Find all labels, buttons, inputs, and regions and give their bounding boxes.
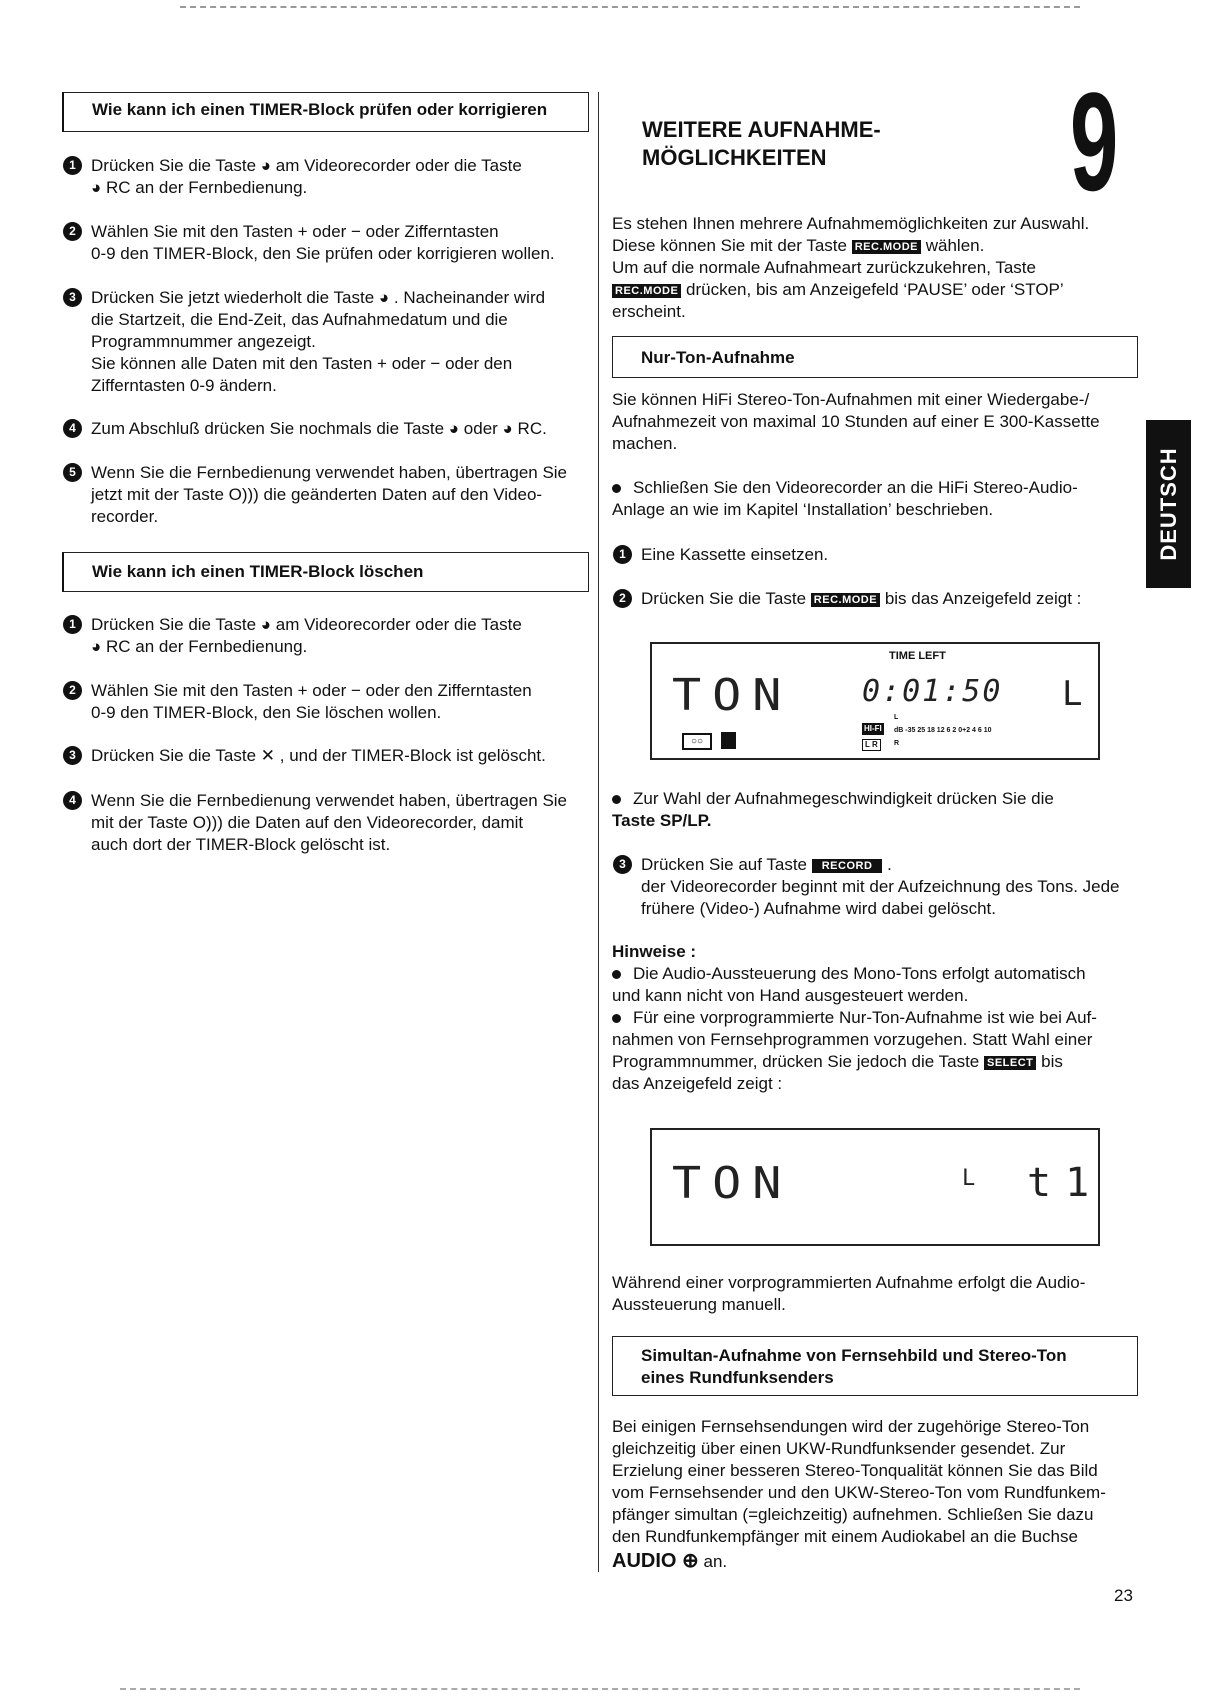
step-line: jetzt mit der Taste O))) die geänderten Daten auf den Video- [91, 485, 543, 504]
cassette-icon: ○○ [682, 733, 712, 750]
bullet-icon [612, 970, 621, 979]
side-tab-label: DEUTSCH [1155, 447, 1181, 561]
step-line: Wenn Sie die Fernbedienung verwendet haben, übertragen Sie [91, 791, 568, 810]
text-line: der Videorecorder beginnt mit der Aufzeichnung des Tons. Jede [641, 877, 1120, 896]
hifi-badge: HI-FI [864, 724, 882, 733]
l-marker: L [894, 714, 899, 721]
step-line: Programmnummer angezeigt. [91, 332, 316, 351]
scan-artifact-top [180, 6, 1080, 11]
step-text [91, 745, 591, 767]
step-number: 1 [63, 615, 82, 634]
text-line: Taste SP/LP. [612, 811, 712, 830]
text-line [612, 788, 1152, 810]
step-number: 3 [63, 288, 82, 307]
bullet-fragment: Für eine vorprogrammierte Nur-Ton-Aufnahme ist wie bei Auf- [633, 1008, 1097, 1027]
hinweise [612, 941, 1152, 1095]
step-fragment: Drücken Sie die Taste [641, 589, 807, 608]
text-line: vom Fernsehsender und den UKW-Stereo-Ton vom Rundfunkem- [612, 1483, 1106, 1502]
step-text [91, 287, 591, 397]
intro-fragment: wählen. [925, 236, 985, 255]
bullet-fragment: Die Audio-Aussteuerung des Mono-Tons erfolgt automatisch [633, 964, 1086, 983]
bullet-icon [612, 795, 621, 804]
step-text [91, 418, 591, 440]
text-fragment: bis [1041, 1052, 1063, 1071]
hinweise-title: Hinweise : [612, 942, 697, 961]
step-line: Drücken Sie jetzt wiederholt die Taste ◕ . Nacheinander wird [91, 288, 546, 307]
step-line: ◕ RC an der Fernbedienung. [91, 178, 308, 197]
text-line: Drücken Sie auf Taste RECORD . [641, 855, 892, 874]
rec-mode-key: REC.MODE [811, 593, 880, 607]
bullet-icon [612, 484, 621, 493]
text-line [612, 477, 1152, 499]
step-line: Drücken Sie die Taste ✕ , und der TIMER-Block ist gelöscht. [91, 746, 546, 765]
step-text [91, 680, 591, 724]
text-line: frühere (Video-) Aufnahme wird dabei gelöscht. [641, 899, 996, 918]
intro-fragment: drücken, bis am Anzeigefeld ‘PAUSE’ oder ‘STOP’ [686, 280, 1064, 299]
step-text [641, 588, 1081, 610]
step-fragment: Drücken Sie auf Taste [641, 855, 807, 874]
r-marker: R [894, 740, 900, 747]
step-text [641, 854, 1151, 920]
title-line: eines Rundfunksenders [641, 1368, 834, 1387]
audio-socket-label: AUDIO ⊕ [612, 1550, 699, 1572]
lcd-mode-text: TON [672, 670, 793, 721]
text-line [612, 1051, 1152, 1073]
text-fragment: Programmnummer, drücken Sie jedoch die Taste [612, 1052, 980, 1071]
step-number: 2 [63, 222, 82, 241]
lcd-channel-text: L [1062, 674, 1093, 714]
record-key: RECORD [812, 859, 883, 873]
text-line: nahmen von Fernsehprogrammen vorzugehen. Statt Wahl einer [612, 1030, 1093, 1049]
step-text [91, 790, 591, 856]
step-line: ◕ RC an der Fernbedienung. [91, 637, 308, 656]
section-title-delete: Wie kann ich einen TIMER-Block löschen [92, 562, 424, 581]
step-line: mit der Taste O))) die Daten auf den Videorecorder, damit [91, 813, 524, 832]
intro-text [612, 213, 1152, 323]
step-number: 3 [613, 855, 632, 874]
select-key: SELECT [984, 1056, 1036, 1070]
text-line: Anlage an wie im Kapitel ‘Installation’ beschrieben. [612, 500, 994, 519]
bullet-fragment: Zur Wahl der Aufnahmegeschwindigkeit drücken Sie die [633, 789, 1054, 808]
intro-line [612, 279, 1152, 301]
chapter-number: 9 [1070, 63, 1119, 220]
intro-line: erscheint. [612, 302, 686, 321]
text-line: den Rundfunkempfänger mit einem Audiokabel an die Buchse [612, 1527, 1078, 1546]
lcd-channel-small: L [962, 1166, 986, 1191]
text-line: das Anzeigefeld zeigt : [612, 1074, 783, 1093]
lcd-mode-text: TON [672, 1158, 793, 1209]
chapter-heading [642, 116, 881, 172]
step-line: 0-9 den TIMER-Block, den Sie prüfen oder korrigieren wollen. [91, 244, 555, 263]
step-text [91, 614, 591, 658]
step-line: Wählen Sie mit den Tasten + oder − oder den Zifferntasten [91, 681, 532, 700]
step-line: recorder. [91, 507, 159, 526]
manual-note [612, 1272, 1152, 1316]
heading-line: MÖGLICHKEITEN [642, 145, 827, 170]
step-line: 0-9 den TIMER-Block, den Sie löschen wollen. [91, 703, 442, 722]
step-text [91, 462, 591, 528]
bullet-icon [612, 1014, 621, 1023]
step-line: Wenn Sie die Fernbedienung verwendet haben, übertragen Sie [91, 463, 568, 482]
text-line [612, 1007, 1152, 1029]
side-tab [1146, 420, 1191, 588]
bullet-fragment: Schließen Sie den Videorecorder an die HiFi Stereo-Audio- [633, 478, 1078, 497]
step-fragment: bis das Anzeigefeld zeigt : [884, 589, 1082, 608]
text-line: Bei einigen Fernsehsendungen wird der zugehörige Stereo-Ton [612, 1417, 1090, 1436]
step-line: auch dort der TIMER-Block gelöscht ist. [91, 835, 391, 854]
simultan-body [612, 1416, 1152, 1573]
step-line: Sie können alle Daten mit den Tasten + oder − oder den [91, 354, 513, 373]
step-line: Zum Abschluß drücken Sie nochmals die Taste ◕ oder ◕ RC. [91, 419, 547, 438]
section-title-nur-ton: Nur-Ton-Aufnahme [641, 348, 795, 367]
text-line: Sie können HiFi Stereo-Ton-Aufnahmen mit einer Wiedergabe-/ [612, 390, 1090, 409]
lcd-timer-block: t1 [1027, 1160, 1104, 1206]
text-line: machen. [612, 434, 678, 453]
time-left-label: TIME LEFT [889, 650, 946, 662]
intro-line: Um auf die normale Aufnahmeart zurückzukehren, Taste [612, 258, 1036, 277]
text-line: und kann nicht von Hand ausgesteuert werden. [612, 986, 969, 1005]
step-number: 1 [613, 545, 632, 564]
step-line: Wählen Sie mit den Tasten + oder − oder Zifferntasten [91, 222, 499, 241]
step-text: Eine Kassette einsetzen. [641, 545, 829, 564]
step-line: die Startzeit, die End-Zeit, das Aufnahmedatum und die [91, 310, 508, 329]
text-line: pfänger simultan (=gleichzeitig) aufnehmen. Schließen Sie dazu [612, 1505, 1094, 1524]
step-number: 2 [613, 589, 632, 608]
text-fragment: an. [703, 1552, 728, 1571]
step-line: Drücken Sie die Taste ◕ am Videorecorder oder die Taste [91, 615, 522, 634]
heading-line: WEITERE AUFNAHME- [642, 117, 881, 142]
column-divider [598, 92, 599, 1572]
level-scale: dB -35 25 18 12 6 2 0+2 4 6 10 [894, 727, 992, 734]
lr-badge: L R [862, 739, 881, 751]
step-text [91, 221, 591, 265]
lcd-display-timer [650, 1128, 1104, 1246]
step-number: 2 [63, 681, 82, 700]
step-number: 4 [63, 419, 82, 438]
text-line: Aufnahmezeit von maximal 10 Stunden auf einer E 300-Kassette [612, 412, 1100, 431]
title-line: Simultan-Aufnahme von Fernsehbild und Stereo-Ton [641, 1346, 1067, 1365]
step-number: 4 [63, 791, 82, 810]
section-title-check: Wie kann ich einen TIMER-Block prüfen oder korrigieren [92, 100, 548, 119]
intro-line: Es stehen Ihnen mehrere Aufnahmemöglichkeiten zur Auswahl. [612, 214, 1090, 233]
text-line: Während einer vorprogrammierten Aufnahme erfolgt die Audio- [612, 1273, 1086, 1292]
step-number: 1 [63, 156, 82, 175]
scan-artifact-bottom [120, 1688, 1080, 1693]
stop-square-icon [721, 732, 736, 749]
text-line: gleichzeitig über einen UKW-Rundfunksender gesendet. Zur [612, 1439, 1066, 1458]
text-line [612, 1550, 1152, 1573]
step-line: Zifferntasten 0-9 ändern. [91, 376, 277, 395]
page-number: 23 [1114, 1586, 1133, 1605]
text-line [612, 963, 1152, 985]
lcd-time-text: 0:01:50 [862, 674, 1003, 709]
nur-ton-bullet [612, 477, 1152, 521]
rec-mode-key: REC.MODE [852, 240, 921, 254]
text-line: Aussteuerung manuell. [612, 1295, 786, 1314]
step-line: Drücken Sie die Taste ◕ am Videorecorder oder die Taste [91, 156, 522, 175]
text-line: Erzielung einer besseren Stereo-Tonqualität können Sie das Bild [612, 1461, 1098, 1480]
lcd-display-time-left [650, 642, 1100, 760]
nur-ton-intro [612, 389, 1152, 455]
section-title-simultan [641, 1345, 1067, 1389]
step-number: 5 [63, 463, 82, 482]
rec-mode-key: REC.MODE [612, 284, 681, 298]
step-number: 3 [63, 746, 82, 765]
intro-fragment: Diese können Sie mit der Taste [612, 236, 847, 255]
intro-line [612, 235, 1152, 257]
speed-bullet [612, 788, 1152, 832]
step-text [91, 155, 591, 199]
